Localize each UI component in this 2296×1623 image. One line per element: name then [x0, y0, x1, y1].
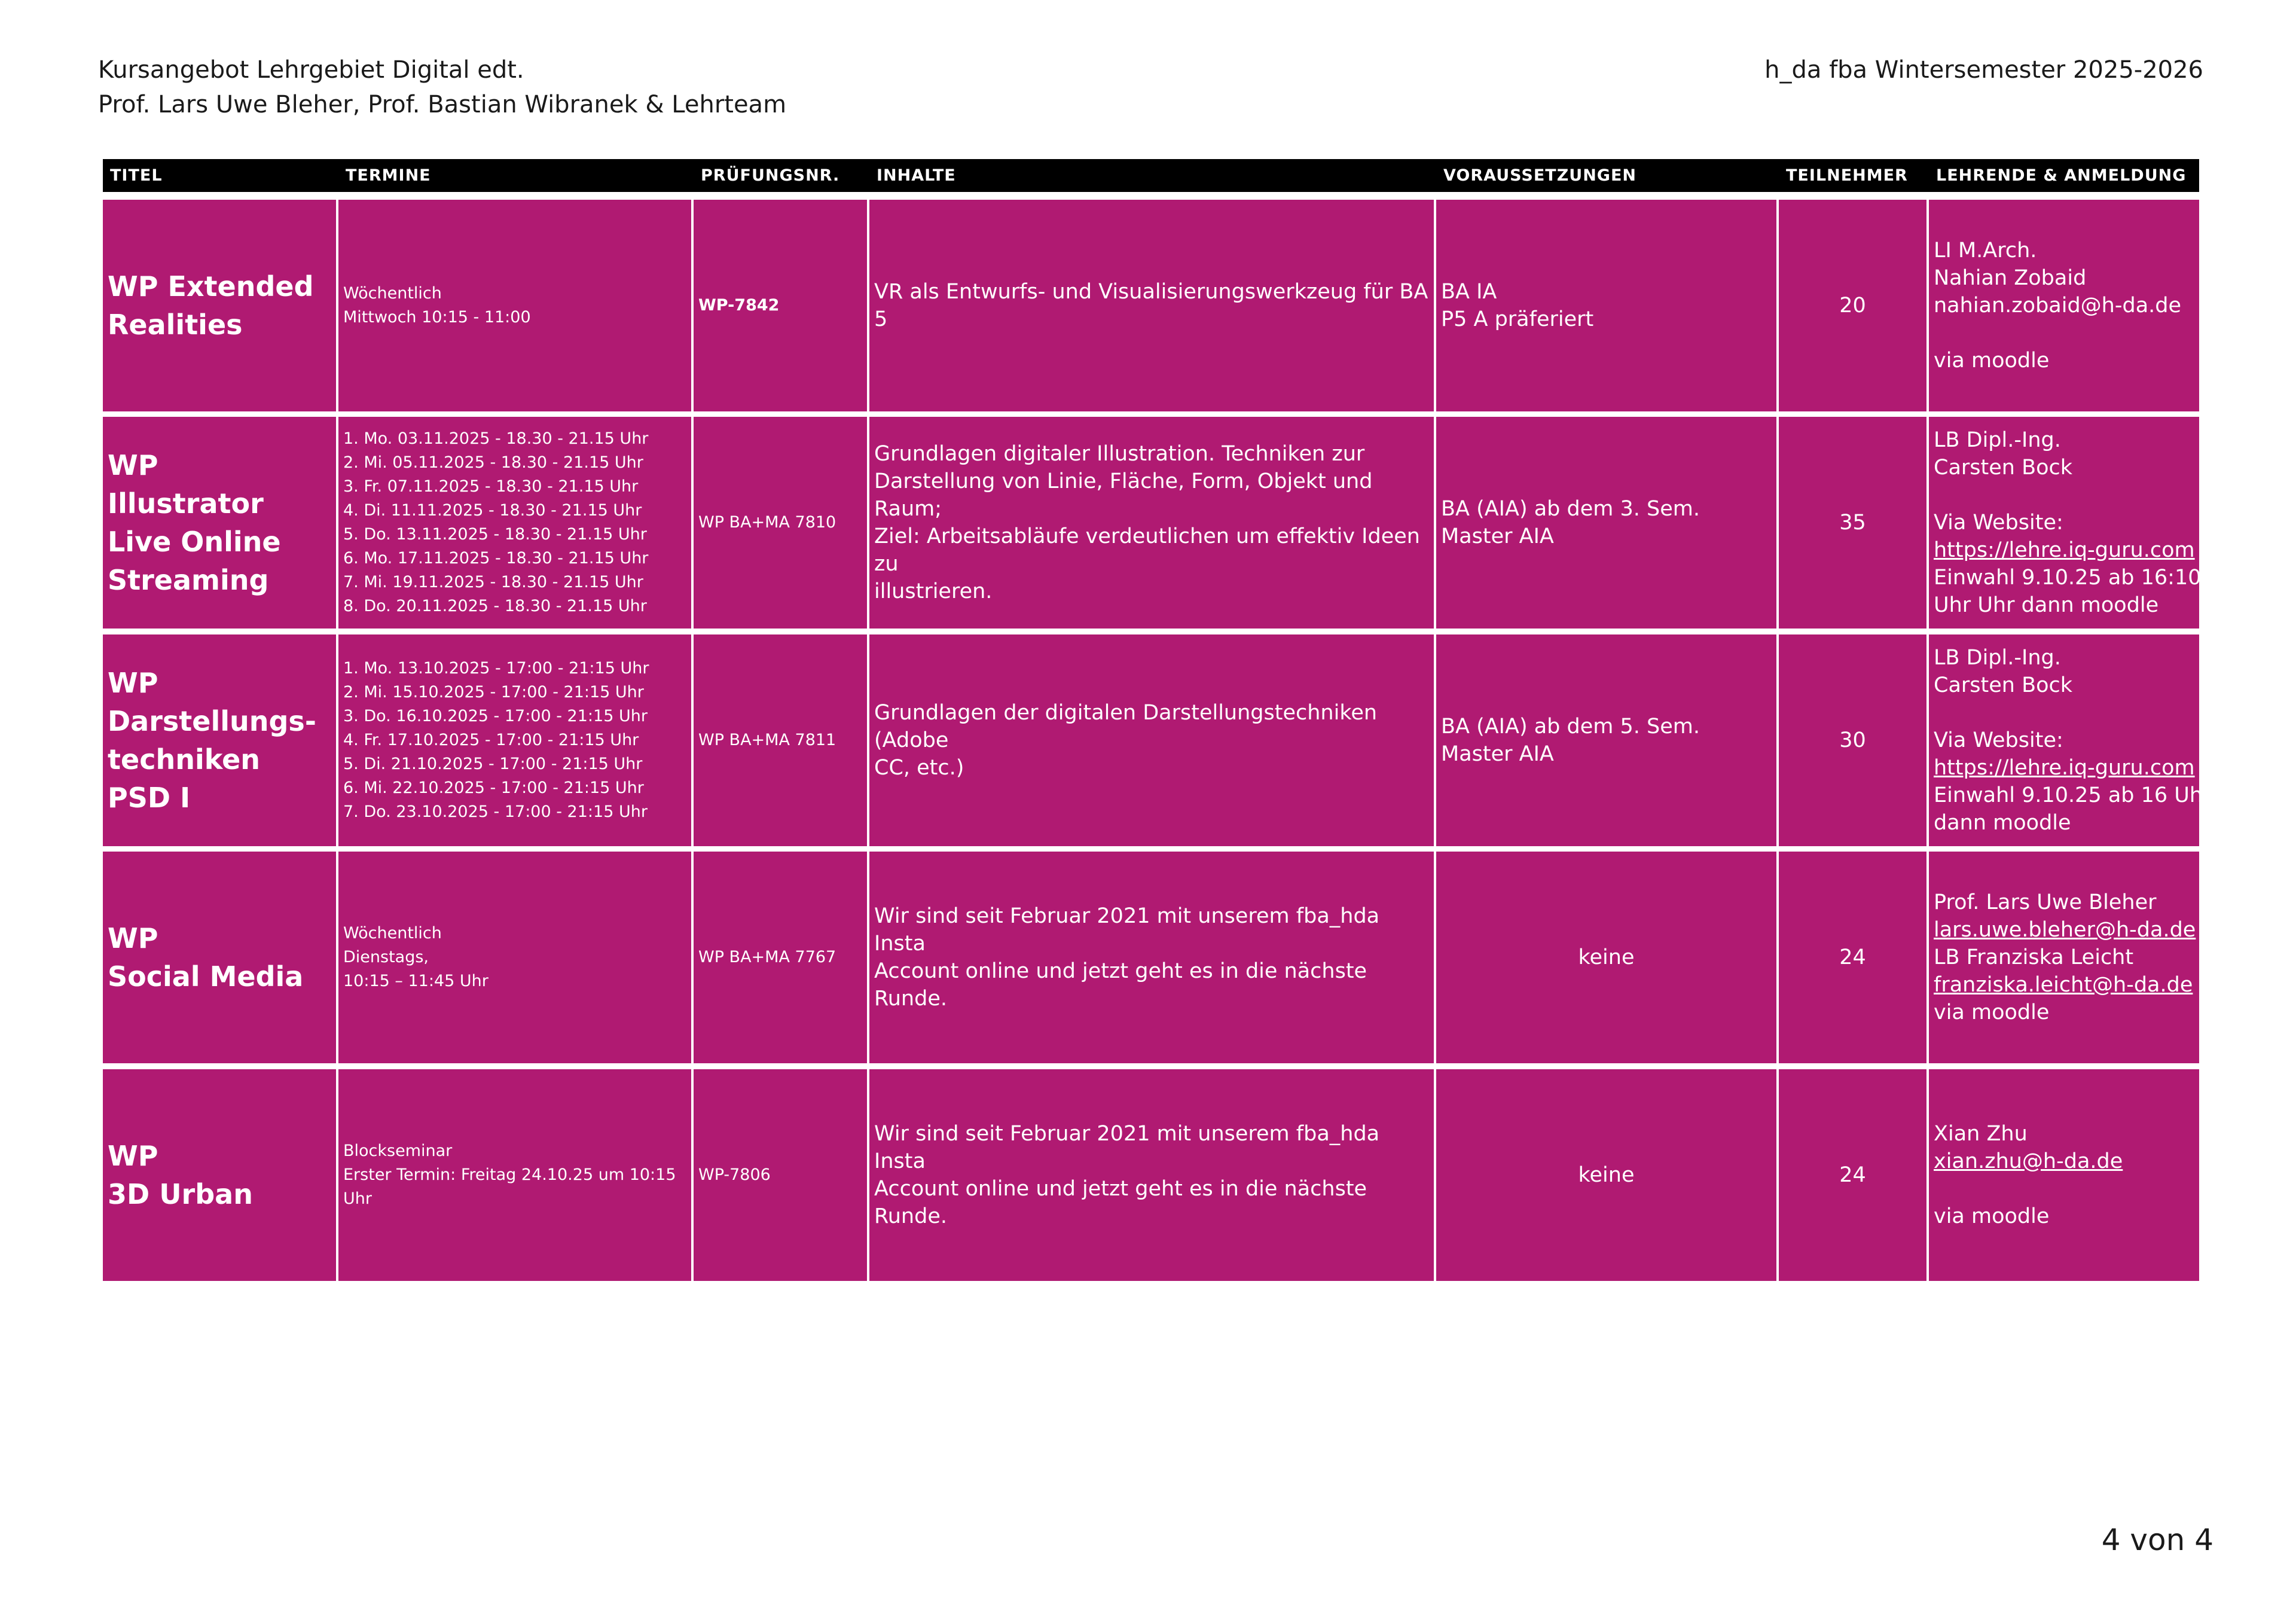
course-title: WP Darstellungs- techniken PSD I: [103, 634, 338, 846]
instructor-line: [1934, 1175, 2123, 1203]
participants: 24: [1779, 852, 1929, 1063]
email-link[interactable]: nahian.zobaid@h-da.de: [1934, 294, 2182, 318]
header-line-2: Prof. Lars Uwe Bleher, Prof. Bastian Wibranek & Lehrteam: [98, 91, 787, 118]
semester-label: h_da fba Wintersemester 2025-2026: [1764, 56, 2203, 84]
page-number: 4 von 4: [2101, 1523, 2213, 1557]
website-link[interactable]: https://lehre.iq-guru.com: [1934, 756, 2195, 780]
email-link[interactable]: franziska.leicht@h-da.de: [1934, 973, 2193, 997]
instructor-line: via moodle: [1934, 349, 2050, 373]
course-title: WP 3D Urban: [103, 1069, 338, 1281]
instructor-line: LI M.Arch.: [1934, 239, 2037, 263]
prerequisites: BA (AIA) ab dem 3. Sem. Master AIA: [1436, 417, 1779, 629]
instructor-line: Via Website:: [1934, 728, 2063, 752]
instructor-registration: [1929, 634, 2212, 846]
instructor-line: Xian Zhu: [1934, 1122, 2028, 1146]
exam-number: WP-7842: [694, 200, 869, 411]
website-link[interactable]: https://lehre.iq-guru.com: [1934, 538, 2195, 562]
course-content: Grundlagen digitaler Illustration. Techniken zur Darstellung von Linie, Fläche, Form, Objekt und Raum; Ziel: Arbeitsabläufe verdeutlichen um effektiv Ideen zu illustrieren.: [869, 417, 1436, 629]
instructor-line: Via Website:: [1934, 511, 2063, 535]
table-header: [103, 159, 2199, 192]
course-dates: 1. Mo. 13.10.2025 - 17:00 - 21:15 Uhr 2. Mi. 15.10.2025 - 17:00 - 21:15 Uhr 3. Do. 16.10.2025 - 17:00 - 21:15 Uhr 4. Fr. 17.10.2025 - 17:00 - 21:15 Uhr 5. Di. 21.10.2025 - 17:00 - 21:15 Uhr 6. Mi. 22.10.2025 - 17:00 - 21:15 Uhr 7. Do. 23.10.2025 - 17:00 - 21:15 Uhr: [338, 634, 694, 846]
col-voraussetzungen: VORAUSSETZUNGEN: [1443, 166, 1636, 185]
col-titel: TITEL: [110, 166, 163, 185]
participants: 20: [1779, 200, 1929, 411]
instructor-line: Carsten Bock: [1934, 673, 2073, 697]
instructor-line: Uhr Uhr dann moodle: [1934, 593, 2159, 617]
instructor-line: LB Franziska Leicht: [1934, 945, 2134, 969]
course-content: Grundlagen der digitalen Darstellungstechniken (Adobe CC, etc.): [869, 634, 1436, 846]
instructor-line: [1934, 699, 2212, 727]
participants: 30: [1779, 634, 1929, 846]
instructor-registration: [1929, 852, 2199, 1063]
header-line-1: Kursangebot Lehrgebiet Digital edt.: [98, 56, 524, 84]
participants: 24: [1779, 1069, 1929, 1281]
participants: 35: [1779, 417, 1929, 629]
instructor-line: LB Dipl.-Ing.: [1934, 428, 2061, 452]
table-row: [103, 417, 2202, 629]
instructor-line: [1934, 319, 2181, 347]
course-dates: Blockseminar Erster Termin: Freitag 24.10.25 um 10:15 Uhr: [338, 1069, 694, 1281]
prerequisites: BA IA P5 A präferiert: [1436, 200, 1779, 411]
instructor-line: [1934, 481, 2202, 509]
course-dates: 1. Mo. 03.11.2025 - 18.30 - 21.15 Uhr 2. Mi. 05.11.2025 - 18.30 - 21.15 Uhr 3. Fr. 07.11.2025 - 18.30 - 21.15 Uhr 4. Di. 11.11.2025 - 18.30 - 21.15 Uhr 5. Do. 13.11.2025 - 18.30 - 21.15 Uhr 6. Mo. 17.11.2025 - 18.30 - 21.15 Uhr 7. Mi. 19.11.2025 - 18.30 - 21.15 Uhr 8. Do. 20.11.2025 - 18.30 - 21.15 Uhr: [338, 417, 694, 629]
exam-number: WP BA+MA 7810: [694, 417, 869, 629]
instructor-line: Einwahl 9.10.25 ab 16 Uhr: [1934, 783, 2212, 807]
col-termine: TERMINE: [346, 166, 431, 185]
instructor-registration: [1929, 1069, 2199, 1281]
course-title: WP Extended Realities: [103, 200, 338, 411]
course-dates: Wöchentlich Dienstags, 10:15 – 11:45 Uhr: [338, 852, 694, 1063]
document-header: [98, 53, 786, 122]
instructor-line: via moodle: [1934, 1204, 2050, 1228]
instructor-registration: [1929, 200, 2199, 411]
table-row: [103, 200, 2199, 411]
course-title: WP Social Media: [103, 852, 338, 1063]
col-inhalte: INHALTE: [877, 166, 956, 185]
table-row: [103, 634, 2212, 846]
course-content: Wir sind seit Februar 2021 mit unserem fba_hda Insta Account online und jetzt geht es in die nächste Runde.: [869, 852, 1436, 1063]
col-pruefungsnr: PRÜFUNGSNR.: [701, 166, 840, 185]
col-lehrende: LEHRENDE & ANMELDUNG: [1936, 166, 2187, 185]
exam-number: WP BA+MA 7767: [694, 852, 869, 1063]
instructor-line: Einwahl 9.10.25 ab 16:10: [1934, 566, 2202, 590]
table-row: [103, 852, 2199, 1063]
instructor-line: dann moodle: [1934, 811, 2071, 835]
instructor-registration: [1929, 417, 2202, 629]
email-link[interactable]: xian.zhu@h-da.de: [1934, 1149, 2123, 1173]
col-teilnehmer: TEILNEHMER: [1786, 166, 1908, 185]
instructor-line: Prof. Lars Uwe Bleher: [1934, 890, 2157, 914]
table-row: [103, 1069, 2199, 1281]
prerequisites: keine: [1436, 1069, 1779, 1281]
instructor-line: via moodle: [1934, 1000, 2050, 1024]
exam-number: WP BA+MA 7811: [694, 634, 869, 846]
course-content: VR als Entwurfs- und Visualisierungswerkzeug für BA 5: [869, 200, 1436, 411]
instructor-line: Carsten Bock: [1934, 456, 2073, 480]
prerequisites: keine: [1436, 852, 1779, 1063]
course-content: Wir sind seit Februar 2021 mit unserem fba_hda Insta Account online und jetzt geht es in die nächste Runde.: [869, 1069, 1436, 1281]
email-link[interactable]: lars.uwe.bleher@h-da.de: [1934, 918, 2196, 942]
course-title: WP Illustrator Live Online Streaming: [103, 417, 338, 629]
exam-number: WP-7806: [694, 1069, 869, 1281]
course-dates: Wöchentlich Mittwoch 10:15 - 11:00: [338, 200, 694, 411]
instructor-line: Nahian Zobaid: [1934, 266, 2087, 290]
instructor-line: LB Dipl.-Ing.: [1934, 646, 2061, 670]
prerequisites: BA (AIA) ab dem 5. Sem. Master AIA: [1436, 634, 1779, 846]
